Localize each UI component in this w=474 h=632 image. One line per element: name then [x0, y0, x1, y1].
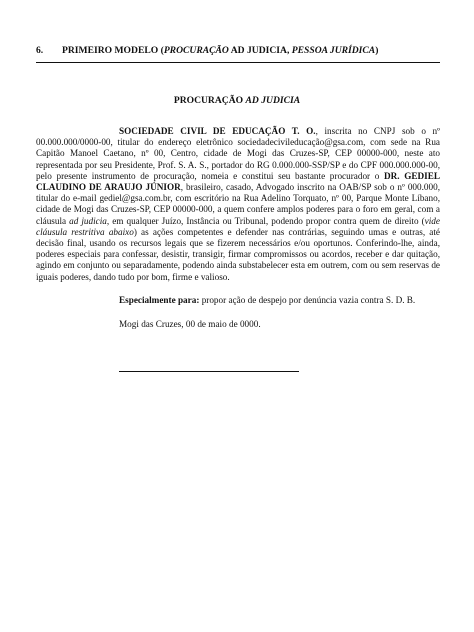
signature-line	[119, 371, 299, 372]
special-powers-text: propor ação de despejo por denúncia vazia contra S. D. B.	[199, 294, 416, 305]
heading-prefix: PRIMEIRO MODELO (	[62, 45, 164, 56]
grantor-name: SOCIEDADE CIVIL DE EDUCAÇÃO T. O.	[119, 126, 316, 136]
special-powers-label: Especialmente para:	[119, 294, 200, 305]
special-powers-paragraph	[36, 295, 440, 306]
document-title	[0, 95, 474, 106]
paragraph-text-a: , inscrita no CNPJ sob o nº 00.000.000/0000-00, titular do endereço eletrônico sociedadecivileducação@gsa.com, com sede na Rua Capitão Manoel Caetano, nº 00, Centro, cidade de Mogi das Cruzes-SP, CEP 00000-000, neste ato representada por seu Presidente, Prof. S. A. S., portador do RG 0.000.000-SSP/SP e do CPF 000.000.000-00, pelo presente instrumento de procuração, nomeia e constitui seu bastante procurador o	[36, 126, 440, 181]
heading-italic-pessoa-juridica: PESSOA JURÍDICA	[291, 45, 376, 56]
main-paragraph	[36, 126, 440, 283]
place-and-date: Mogi das Cruzes, 00 de maio de 0000.	[119, 319, 261, 330]
paragraph-text-d: ) as ações competentes e defender nas contrárias, seguindo umas e outras, até decisão final, usando os recursos legais que se fizerem necessários e/ou oportunos. Conferindo-lhe, ainda, poderes especiais para confessar, desistir, transigir, firmar compromissos ou acordos, receber e dar quitação, agindo em conjunto ou separadamente, podendo ainda substabelecer esta em outrem, com ou sem reservas de iguais poderes, dando tudo por bom, firme e valioso.	[36, 226, 440, 282]
document-body	[36, 126, 440, 330]
heading-middle: AD JUDICIA,	[228, 45, 292, 56]
heading-divider	[36, 62, 440, 63]
paragraph-text-b: , brasileiro, casado, Advogado inscrito na OAB/SP sob o nº 000.000, titular do e-mail gediel@gsa.com.br, com escritório na Rua Adelino Torquato, nº 00, Parque Monte Líbano, cidade de Mogi das Cruzes-SP, CEP 00000-000, a quem confere amplos poderes para o foro em geral, com a cláusula	[36, 182, 440, 226]
title-main: PROCURAÇÃO	[173, 95, 246, 106]
ad-judicia-clause: ad judicia	[69, 215, 107, 226]
heading-italic-procuracao: PROCURAÇÃO	[163, 45, 229, 56]
section-heading	[36, 45, 438, 56]
restrictive-clause-note: vide cláusula restritiva abaixo	[36, 215, 440, 237]
paragraph-text-c: , em qualquer Juízo, Instância ou Tribunal, podendo propor contra quem de direito (	[106, 215, 425, 226]
heading-suffix: )	[375, 45, 379, 56]
title-italic: AD JUDICIA	[245, 95, 301, 106]
section-number: 6.	[36, 45, 44, 56]
attorney-name: DR. GEDIEL CLAUDINO DE ARAUJO JÚNIOR	[36, 170, 440, 193]
